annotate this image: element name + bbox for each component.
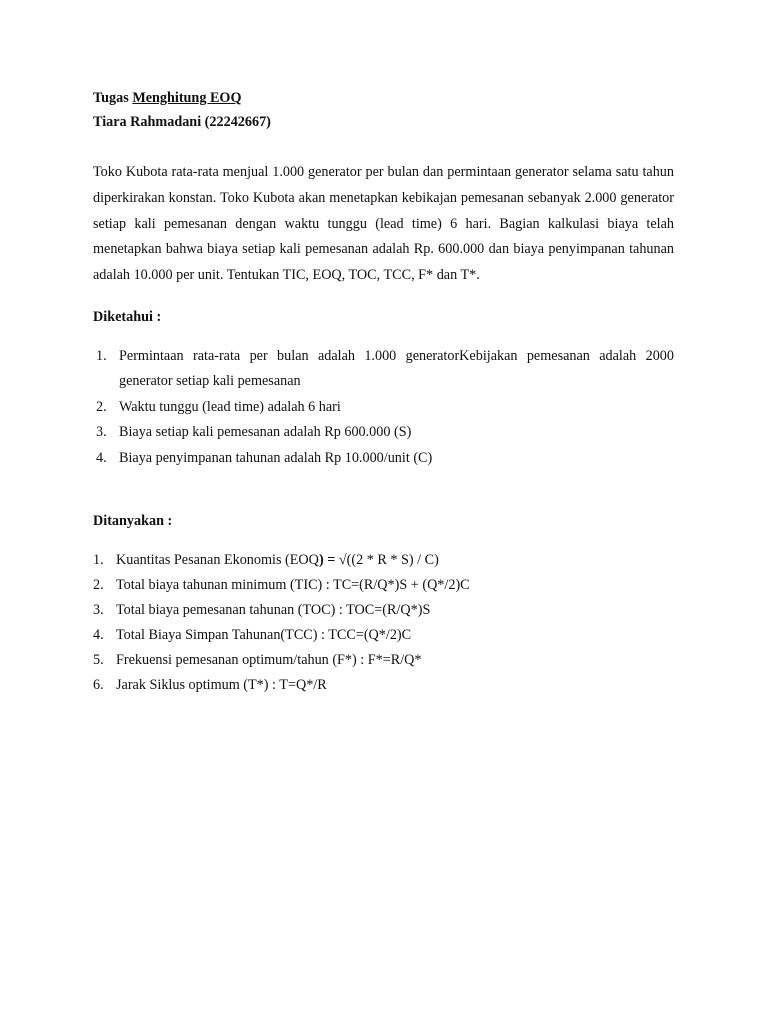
list-text: Waktu tunggu (lead time) adalah 6 hari [119,398,341,415]
list-text-part: √((2 * R * S) / C) [335,552,439,569]
list-item [93,598,674,623]
list-text: Frekuensi pemesanan optimum/tahun (F*) : F*=R/Q* [116,652,422,669]
list-number: 3. [93,602,104,619]
list-text: Jarak Siklus optimum (T*) : T=Q*/R [116,677,327,694]
known-list [93,344,674,471]
document-title [93,86,674,110]
list-number: 2. [93,577,104,594]
list-text: Total biaya pemesanan tahunan (TOC) : TOC=(R/Q*)S [116,602,431,619]
list-item [93,573,674,598]
list-item [93,548,674,573]
list-text: Total biaya tahunan minimum (TIC) : TC=(R/Q*)S + (Q*/2)C [116,577,470,594]
list-number: 6. [93,677,104,694]
list-number: 5. [93,652,104,669]
list-item [93,420,674,445]
list-text: Biaya penyimpanan tahunan adalah Rp 10.000/unit (C) [119,449,433,466]
list-item [93,446,674,471]
title-prefix: Tugas [93,90,129,106]
asked-list [93,548,674,698]
list-text: Total Biaya Simpan Tahunan(TCC) : TCC=(Q*/2)C [116,627,412,644]
list-number: 1. [93,552,104,569]
list-item [93,673,674,698]
list-text: Biaya setiap kali pemesanan adalah Rp 600.000 (S) [119,424,412,441]
problem-statement: Toko Kubota rata-rata menjual 1.000 generator per bulan dan permintaan generator selama satu tahun diperkirakan konstan. Toko Kubota akan menetapkan kebikajan pemesanan sebanyak 2.000 generator setiap kali pemesanan dengan waktu tunggu (lead time) 6 hari. Bagian kalkulasi biaya telah menetapkan bahwa biaya setiap kali pemesanan adalah Rp. 600.000 dan biaya penyimpanan tahunan adalah 10.000 per unit. Tentukan TIC, EOQ, TOC, TCC, F* dan T*. [93,164,674,284]
list-number: 3. [96,424,107,441]
list-text-part: Kuantitas Pesanan Ekonomis (EOQ [116,552,319,569]
list-text: Permintaan rata-rata per bulan adalah 1.000 generatorKebijakan pemesanan adalah 2000 generator setiap kali pemesanan [119,347,674,390]
list-item [93,623,674,648]
title-main: Menghitung EOQ [132,90,242,106]
list-number: 4. [96,449,107,466]
list-item [93,344,674,395]
list-text-bold: ) = [318,552,336,569]
author-line: Tiara Rahmadani (22242667) [93,114,271,130]
list-number: 1. [96,347,107,364]
asked-heading: Ditanyakan : [93,513,173,530]
list-text [116,552,439,568]
list-item [93,648,674,673]
list-number: 2. [96,398,107,415]
known-heading: Diketahui : [93,308,162,325]
list-number: 4. [93,627,104,644]
list-item [93,395,674,420]
